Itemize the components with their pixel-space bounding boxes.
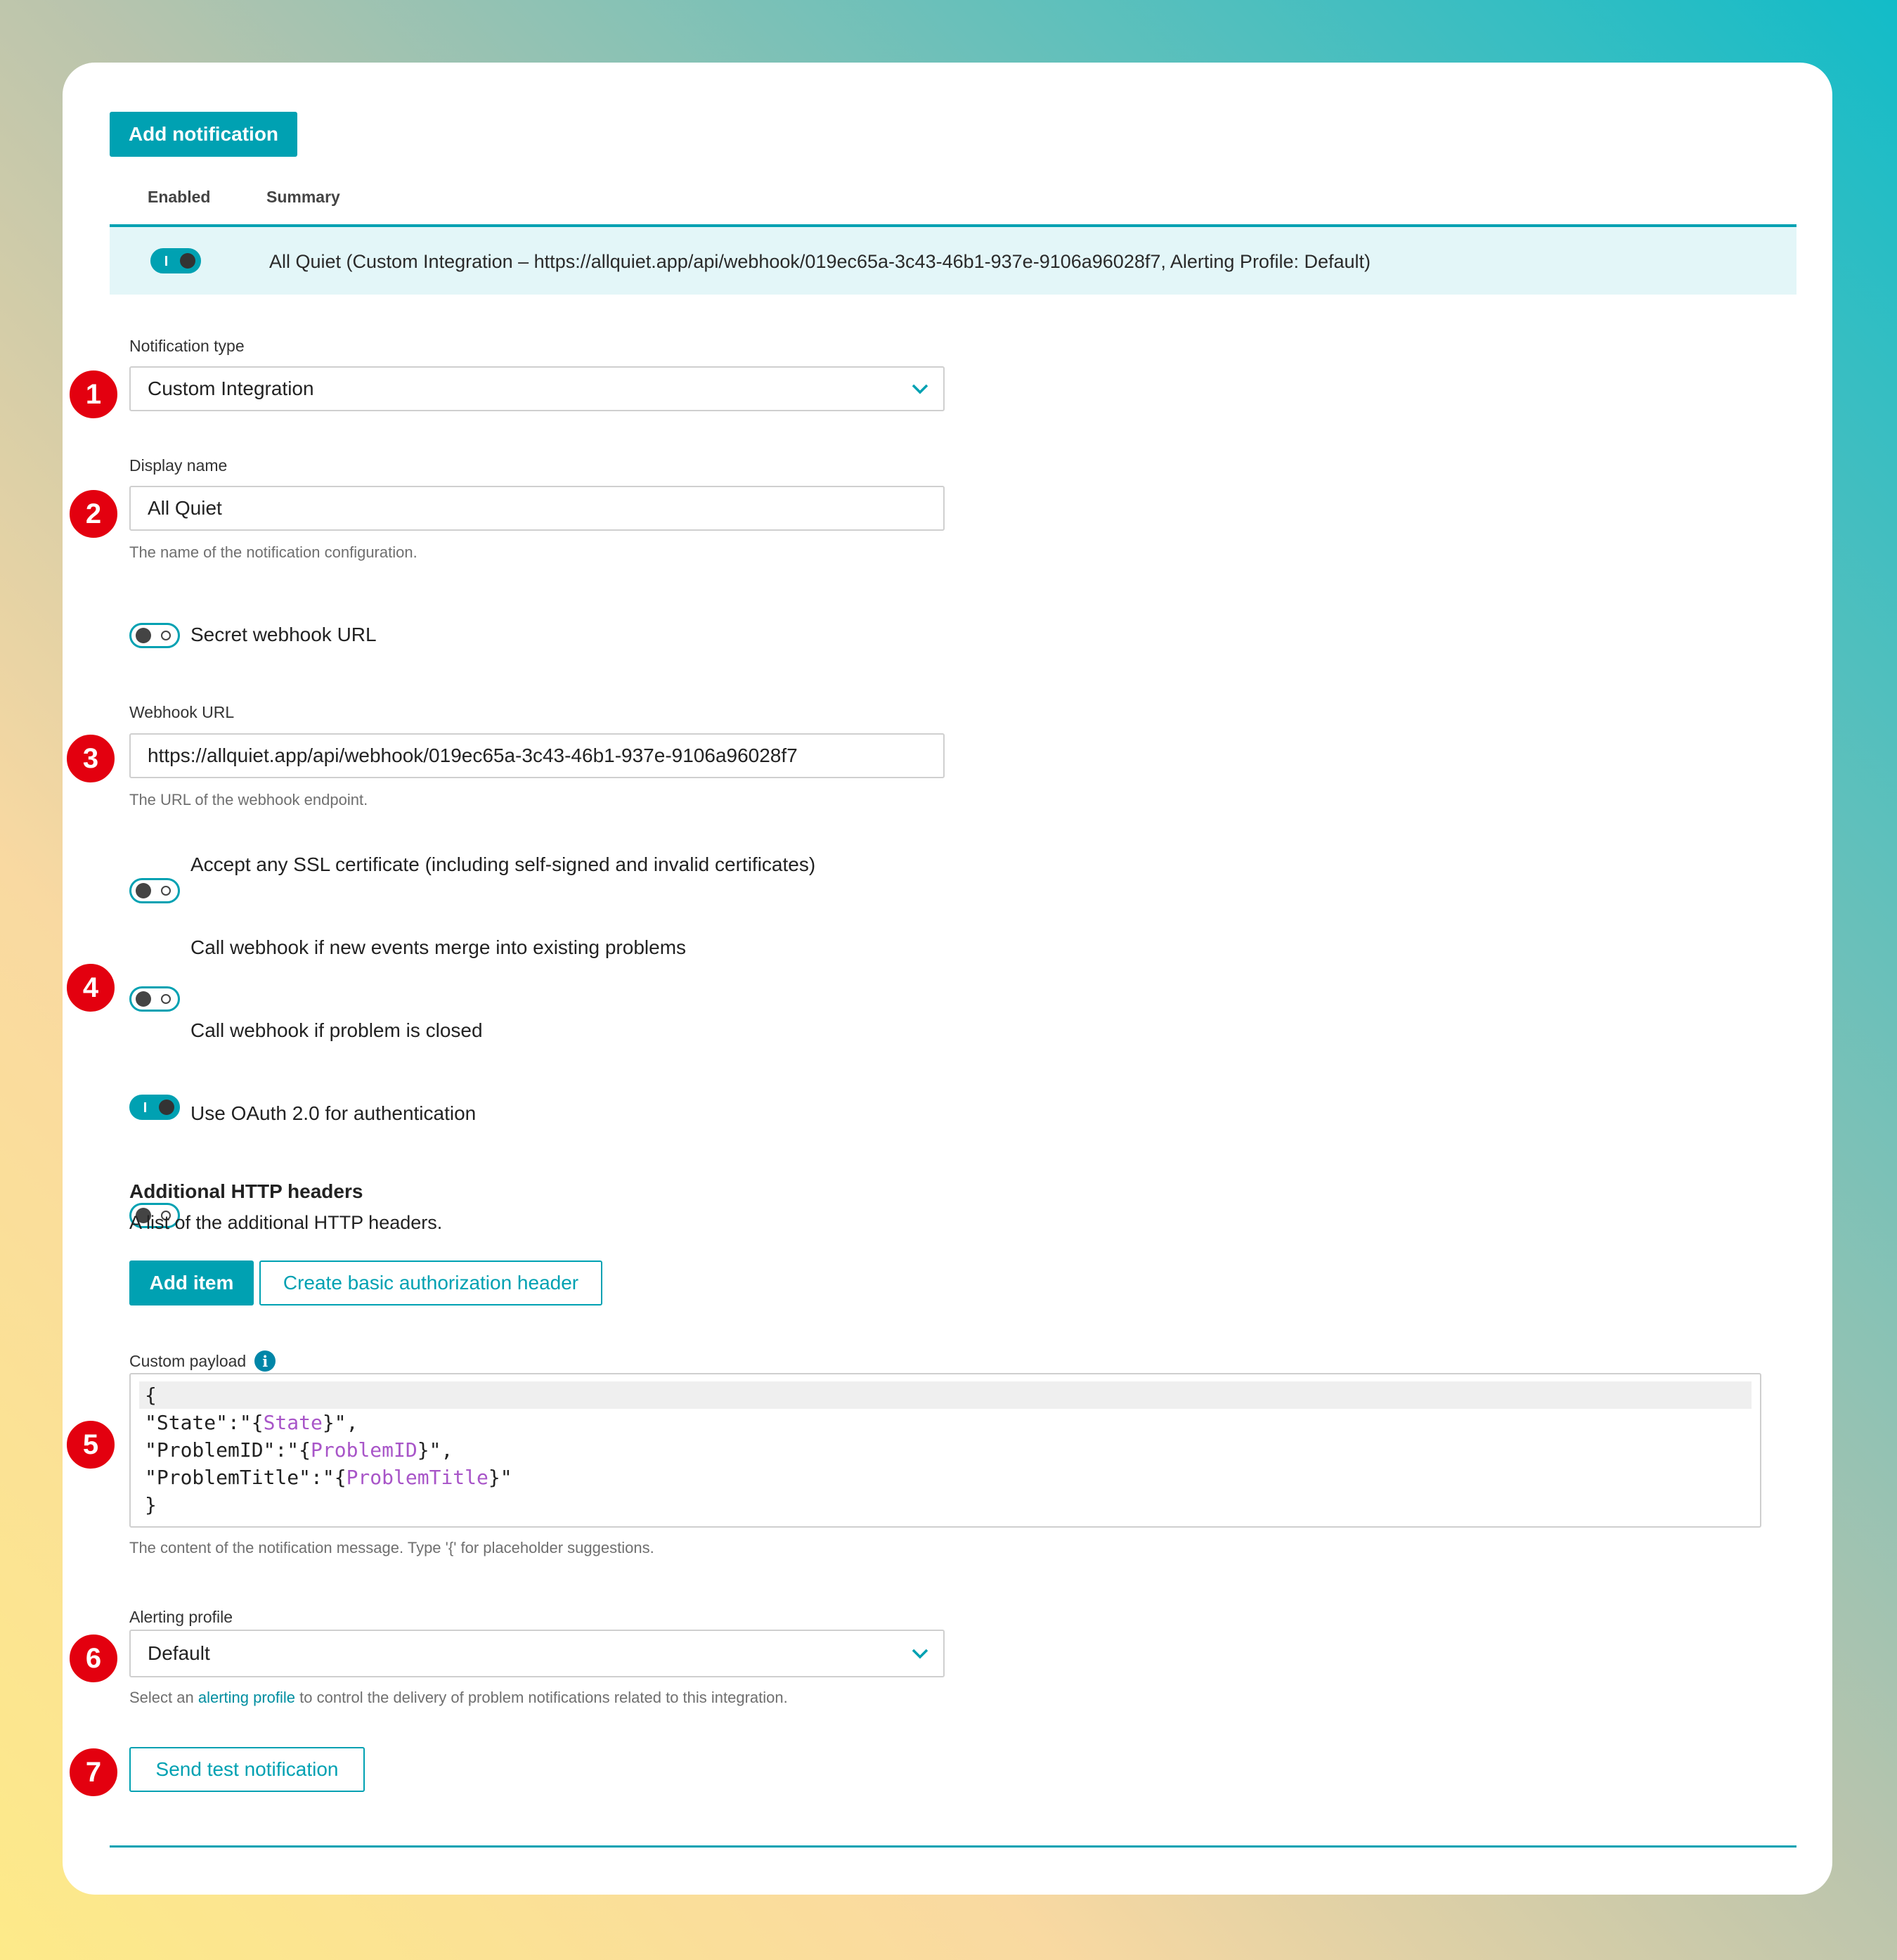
display-name-hint: The name of the notification configuration. xyxy=(129,543,417,561)
http-headers-title: Additional HTTP headers xyxy=(129,1180,363,1202)
settings-card xyxy=(63,63,1832,1895)
merge-events-toggle[interactable] xyxy=(129,986,180,1012)
secret-webhook-label: Secret webhook URL xyxy=(190,624,377,645)
payload-line: } xyxy=(145,1493,157,1516)
payload-line: "ProblemID":"{ProblemID}", xyxy=(145,1438,453,1462)
ssl-toggle[interactable] xyxy=(129,878,180,903)
notification-type-label: Notification type xyxy=(129,337,245,355)
section-divider xyxy=(110,1845,1796,1848)
display-name-input[interactable] xyxy=(129,486,945,531)
custom-payload-label: Custom payload xyxy=(129,1351,247,1370)
annotation-badge: 5 xyxy=(63,1417,118,1472)
annotation-badge: 6 xyxy=(66,1631,121,1686)
add-item-button[interactable]: Add item xyxy=(129,1261,254,1305)
oauth-label: Use OAuth 2.0 for authentication xyxy=(190,1102,477,1124)
http-headers-subtitle: A list of the additional HTTP headers. xyxy=(129,1212,443,1233)
notification-type-value: Custom Integration xyxy=(148,378,314,399)
webhook-url-input[interactable] xyxy=(129,733,945,778)
problem-closed-toggle[interactable] xyxy=(129,1095,180,1120)
custom-payload-editor[interactable] xyxy=(129,1373,1761,1528)
annotation-badge: 7 xyxy=(66,1745,121,1800)
problem-closed-label: Call webhook if problem is closed xyxy=(190,1019,483,1041)
alerting-profile-hint: Select an alerting profile to control the delivery of problem notifications related to this integration. xyxy=(129,1689,788,1706)
add-notification-button[interactable]: Add notification xyxy=(110,112,297,157)
ssl-toggle-label: Accept any SSL certificate (including self-signed and invalid certificates) xyxy=(190,853,816,875)
chevron-down-icon xyxy=(911,1648,929,1659)
chevron-down-icon xyxy=(911,383,929,394)
annotation-badge: 3 xyxy=(63,731,118,786)
alerting-profile-label: Alerting profile xyxy=(129,1608,233,1626)
alerting-profile-value: Default xyxy=(148,1642,210,1664)
payload-line: "ProblemTitle":"{ProblemTitle}" xyxy=(145,1466,512,1489)
placeholder-token: State xyxy=(263,1411,323,1434)
placeholder-token: ProblemTitle xyxy=(346,1466,488,1489)
create-basic-auth-button[interactable]: Create basic authorization header xyxy=(259,1261,602,1305)
alerting-profile-link[interactable]: alerting profile xyxy=(198,1689,296,1706)
info-icon[interactable]: i xyxy=(254,1350,276,1372)
payload-line: "State":"{State}", xyxy=(145,1411,358,1434)
annotation-badge: 2 xyxy=(66,486,121,541)
placeholder-token: ProblemID xyxy=(311,1438,417,1462)
notification-type-select[interactable] xyxy=(129,366,945,411)
custom-payload-hint: The content of the notification message. Type '{' for placeholder suggestions. xyxy=(129,1539,654,1556)
display-name-value: All Quiet xyxy=(148,497,222,519)
summary-enabled-toggle[interactable] xyxy=(150,248,201,273)
column-header-summary[interactable]: Summary xyxy=(266,188,340,206)
summary-text: All Quiet (Custom Integration – https://allquiet.app/api/webhook/019ec65a-3c43-46b1-937e-9106a96028f7, Alerting Profile: Default) xyxy=(269,251,1371,272)
custom-payload-label-row xyxy=(129,1350,276,1372)
send-test-notification-button[interactable]: Send test notification xyxy=(129,1747,365,1792)
notification-summary-row[interactable] xyxy=(110,224,1796,295)
payload-line: { xyxy=(139,1381,1752,1409)
annotation-badge: 1 xyxy=(66,367,121,422)
webhook-url-label: Webhook URL xyxy=(129,703,235,721)
display-name-label: Display name xyxy=(129,456,228,475)
merge-events-label: Call webhook if new events merge into existing problems xyxy=(190,936,687,958)
column-header-enabled[interactable]: Enabled xyxy=(148,188,211,206)
alerting-profile-select[interactable] xyxy=(129,1630,945,1677)
secret-webhook-toggle[interactable] xyxy=(129,623,180,648)
webhook-url-hint: The URL of the webhook endpoint. xyxy=(129,791,368,808)
webhook-url-value: https://allquiet.app/api/webhook/019ec65a-3c43-46b1-937e-9106a96028f7 xyxy=(148,744,798,766)
annotation-badge: 4 xyxy=(63,960,118,1015)
